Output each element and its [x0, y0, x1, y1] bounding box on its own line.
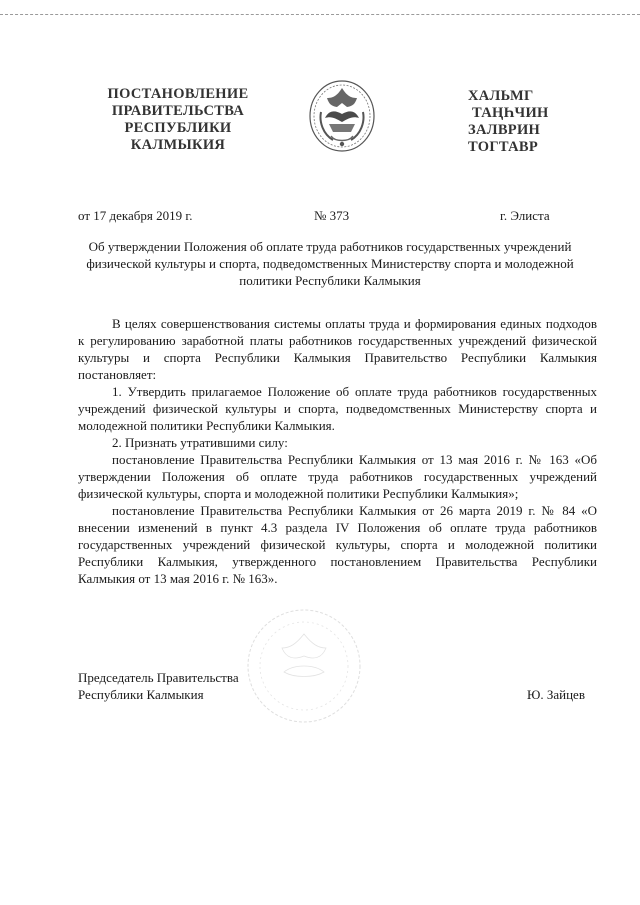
- header-right-line: ТАҢҺЧИН: [472, 105, 549, 121]
- header-right-line: ХАЛЬМГ: [468, 88, 534, 104]
- header-russian: [104, 86, 252, 154]
- body-paragraph: постановление Правительства Республики Калмыкия от 26 марта 2019 г. № 84 «О внесении изменений в пункт 4.3 раздела IV Положения об оплате труда работников государственных учреждений физической культуры, спорта и молодежной политики Республики Калмыкия, утвержденного постановлением Правительства Республики Калмыкия от 13 мая 2016 г. № 163».: [78, 503, 597, 586]
- document-city: г. Элиста: [500, 208, 550, 223]
- header-kalmyk: [468, 88, 576, 156]
- header-right-line: ТОГТАВР: [468, 139, 539, 155]
- scan-edge-line: [0, 14, 640, 15]
- header-left-line: ПОСТАНОВЛЕНИЕ: [107, 86, 249, 102]
- signatory-position-line: Республики Калмыкия: [78, 687, 204, 702]
- signatory-position: [78, 669, 239, 703]
- header-left-line: РЕСПУБЛИКИ: [124, 120, 232, 136]
- signatory-position-line: Председатель Правительства: [78, 670, 239, 685]
- body-paragraph: постановление Правительства Республики Калмыкия от 13 мая 2016 г. № 163 «Об утверждении Положения об оплате труда работников государственных учреждений физической культуры, спорта и молодежной политики Республики Калмыкия»;: [78, 452, 597, 501]
- document-body: [78, 315, 597, 587]
- faint-official-stamp-icon: [244, 606, 364, 726]
- header-left-line: ПРАВИТЕЛЬСТВА: [111, 103, 245, 119]
- document-date: от 17 декабря 2019 г.: [78, 208, 193, 223]
- body-paragraph: 1. Утвердить прилагаемое Положение об оплате труда работников государственных учреждений физической культуры и спорта, подведомственных Министерству спорта и молодежной политики Республики Калмыкия.: [78, 384, 597, 433]
- body-paragraph: 2. Признать утратившими силу:: [112, 435, 288, 450]
- coat-of-arms-icon: [307, 76, 377, 154]
- document-number: № 373: [314, 208, 350, 223]
- signatory-name: Ю. Зайцев: [527, 687, 585, 702]
- body-paragraph: В целях совершенствования системы оплаты труда и формирования единых подходов к регулированию заработной платы работников государственных учреждений физической культуры и спорта Республики Калмыкия Правительство Республики Калмыкия постановляет:: [78, 316, 597, 382]
- document-title: Об утверждении Положения об оплате труда работников государственных учреждений физической культуры и спорта, подведомственных Министерству спорта и молодежной политики Республики Калмыкия: [86, 239, 574, 288]
- header-right-line: ЗАЛВРИН: [468, 122, 541, 138]
- header-left-line: КАЛМЫКИЯ: [130, 137, 226, 153]
